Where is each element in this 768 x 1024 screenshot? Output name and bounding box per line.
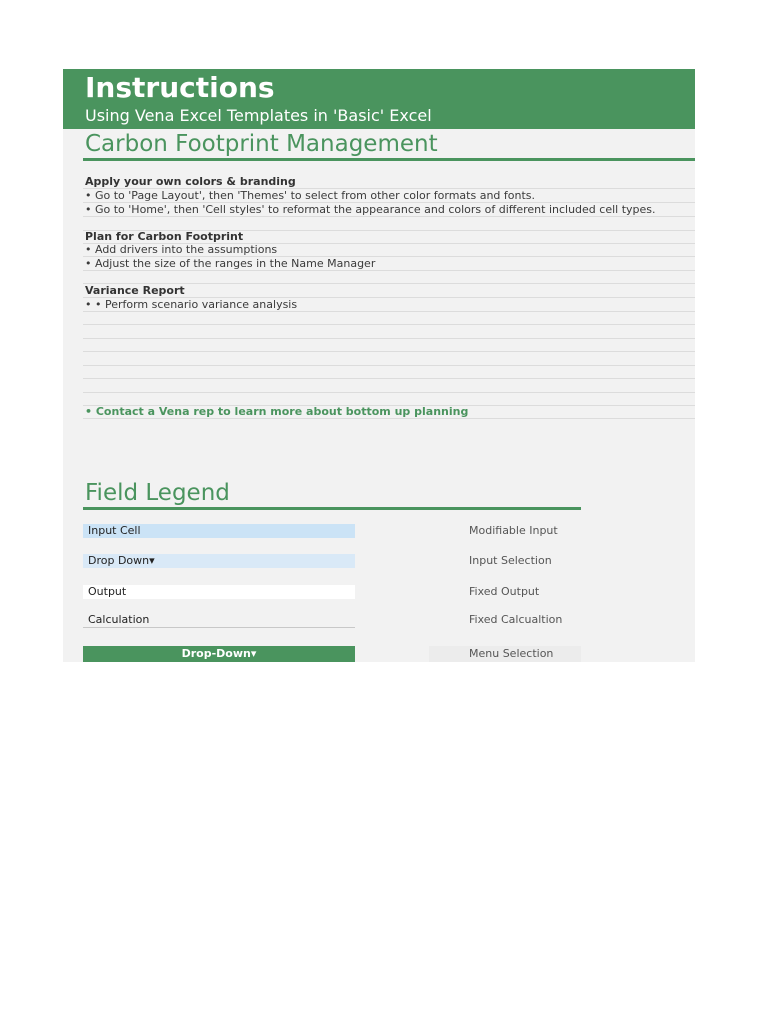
list-item [83,230,695,244]
legend-input-cell-label: Input Cell [88,524,141,537]
plan-item: • Adjust the size of the ranges in the Name Manager [85,257,376,270]
list-item [83,405,695,419]
plan-header: Plan for Carbon Footprint [85,230,244,243]
plan-item: • Add drivers into the assumptions [85,243,278,256]
branding-item: • Go to 'Page Layout', then 'Themes' to select from other color formats and fonts. [85,189,536,202]
legend-output-desc: Fixed Output [469,585,540,598]
legend-calculation-cell [83,613,355,628]
list-item [83,284,695,298]
empty-row [83,311,695,325]
legend-input-desc: Modifiable Input [469,524,558,537]
contact-note: • Contact a Vena rep to learn more about bottom up planning [85,405,469,418]
legend-dropdown-label: Drop Down▾ [88,554,155,567]
section-divider [83,158,695,161]
legend-menu-label: Drop-Down▾ [181,647,257,660]
list-item [83,257,695,271]
branding-header: Apply your own colors & branding [85,175,296,188]
branding-item: • Go to 'Home', then 'Cell styles' to reformat the appearance and colors of different included cell types. [85,203,656,216]
empty-row [83,270,695,284]
variance-item: • • Perform scenario variance analysis [85,298,298,311]
instructions-banner [63,69,695,129]
banner-title: Instructions [85,71,275,104]
list-item [83,189,695,203]
legend-calculation-label: Calculation [88,613,150,626]
legend-menu-dropdown[interactable] [83,646,355,662]
empty-row [83,392,695,406]
empty-row [83,379,695,393]
legend-output-cell [83,585,355,599]
list-item [83,243,695,257]
list-item [83,298,695,312]
legend-output-label: Output [88,585,127,598]
empty-row [83,365,695,379]
empty-row [83,217,695,231]
empty-row [83,352,695,366]
list-item [83,203,695,217]
variance-header: Variance Report [85,284,185,297]
legend-title: Field Legend [85,480,230,506]
legend-menu-desc: Menu Selection [469,647,554,660]
legend-input-cell[interactable] [83,524,355,538]
list-item [83,175,695,189]
spreadsheet-page [63,69,695,662]
empty-row [83,325,695,339]
legend-dropdown-desc: Input Selection [469,554,552,567]
legend-dropdown-cell[interactable] [83,554,355,568]
banner-subtitle: Using Vena Excel Templates in 'Basic' Excel [85,106,432,125]
legend-calculation-desc: Fixed Calcualtion [469,613,563,626]
section-title: Carbon Footprint Management [85,131,438,157]
empty-row [83,338,695,352]
legend-divider [83,507,581,510]
